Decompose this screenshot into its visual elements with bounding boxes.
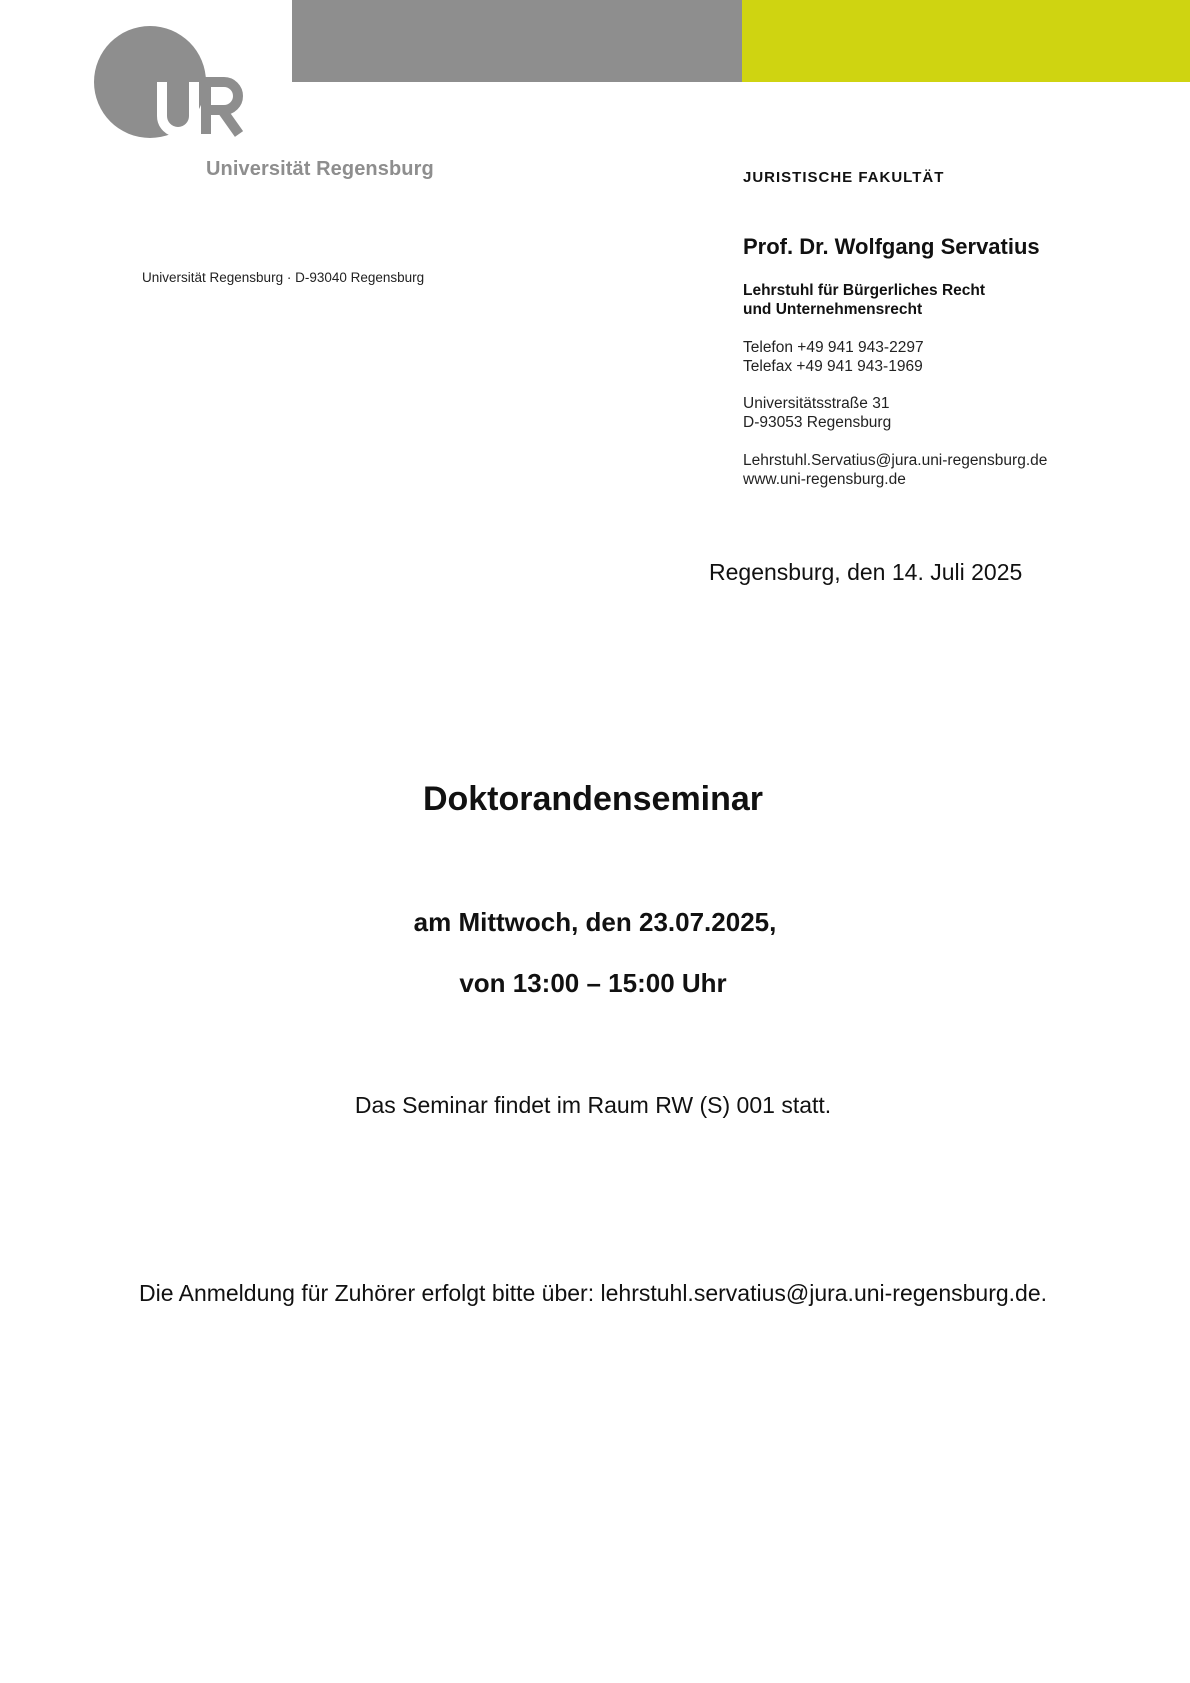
website-link[interactable]: www.uni-regensburg.de bbox=[743, 471, 906, 488]
fax: Telefax +49 941 943-1969 bbox=[743, 358, 923, 375]
phone: Telefon +49 941 943-2297 bbox=[743, 339, 924, 356]
chair-line-2: und Unternehmensrecht bbox=[743, 301, 923, 318]
seminar-room: Das Seminar findet im Raum RW (S) 001 statt. bbox=[354, 1092, 832, 1118]
chair-line-1: Lehrstuhl für Bürgerliches Recht bbox=[743, 282, 986, 299]
seminar-time: von 13:00 – 15:00 Uhr bbox=[459, 968, 727, 998]
web-contact bbox=[743, 451, 1047, 489]
header-bar-green bbox=[742, 0, 1190, 82]
letter-date: Regensburg, den 14. Juli 2025 bbox=[709, 559, 1023, 585]
email-link[interactable]: Lehrstuhl.Servatius@jura.uni-regensburg.de bbox=[743, 452, 1048, 469]
postal-address bbox=[743, 394, 891, 432]
faculty-name: JURISTISCHE FAKULTÄT bbox=[743, 169, 945, 186]
chair-name bbox=[743, 281, 985, 319]
university-name: Universität Regensburg bbox=[206, 158, 434, 180]
contact-block bbox=[743, 338, 924, 376]
street: Universitätsstraße 31 bbox=[743, 395, 890, 412]
registration-note: Die Anmeldung für Zuhörer erfolgt bitte über: lehrstuhl.servatius@jura.uni-regensburg.de. bbox=[138, 1280, 1048, 1306]
ur-logo-icon bbox=[94, 24, 264, 142]
return-address: Universität Regensburg · D-93040 Regensburg bbox=[142, 270, 425, 285]
seminar-date: am Mittwoch, den 23.07.2025, bbox=[413, 907, 777, 937]
city: D-93053 Regensburg bbox=[743, 414, 892, 431]
sender-name: Prof. Dr. Wolfgang Servatius bbox=[743, 234, 1040, 259]
seminar-title: Doktorandenseminar bbox=[422, 780, 764, 818]
header-bar-gray bbox=[292, 0, 742, 82]
